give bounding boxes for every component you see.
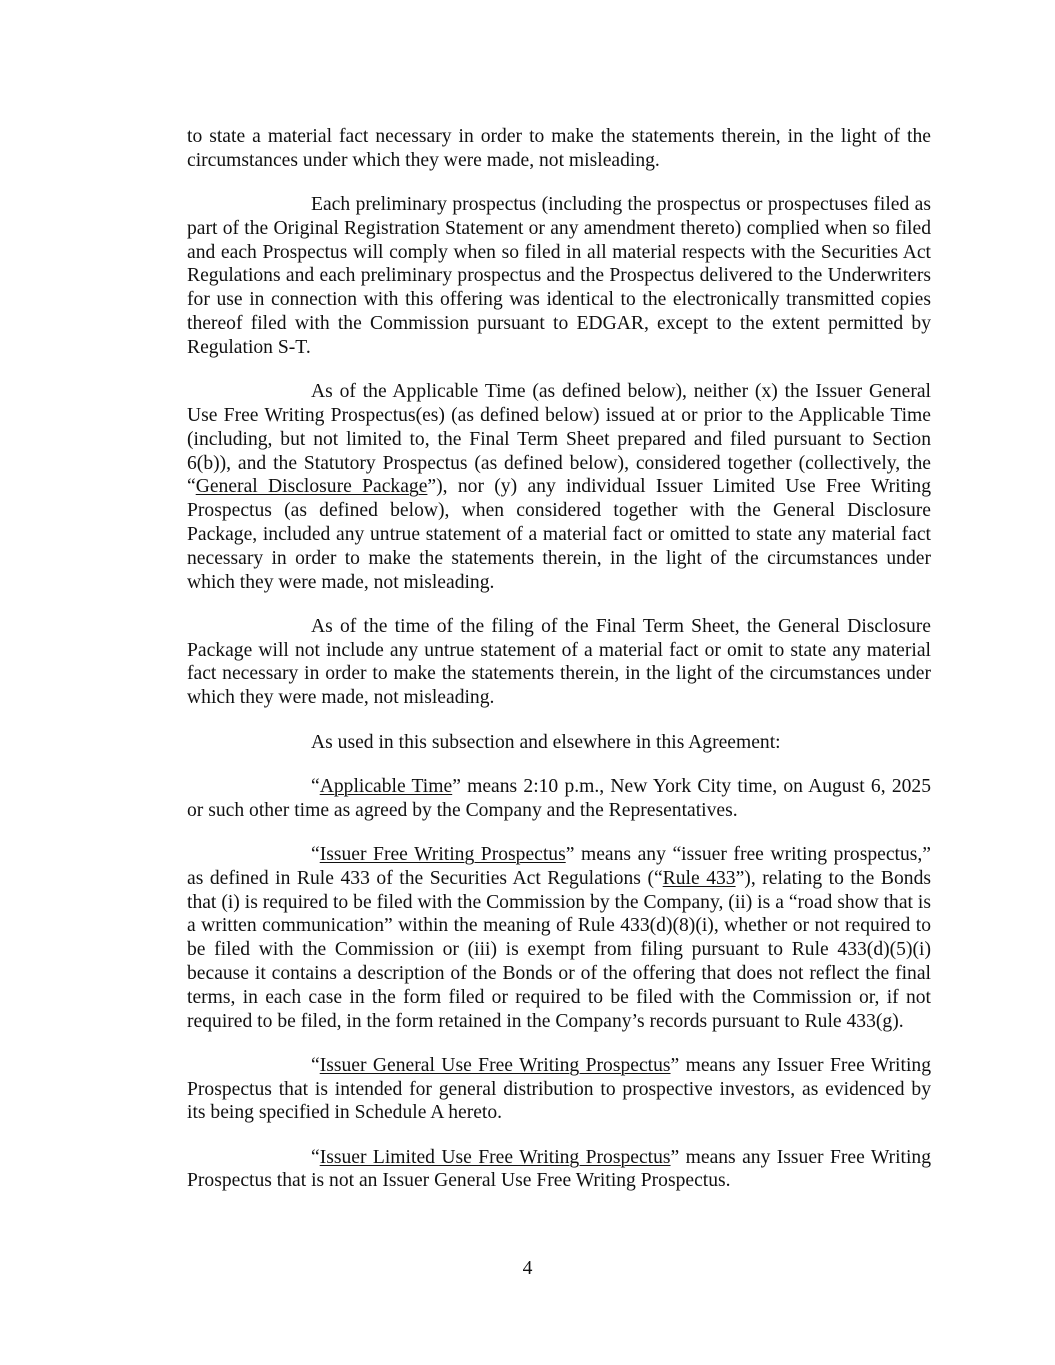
paragraph-text: ” means any Issuer Free Writing Prospectus that is intended for general distribution to prospective investors, as evidenced by its being specified in Schedule A hereto. xyxy=(187,1054,931,1124)
defined-term-issuer-free-writing-prospectus: Issuer Free Writing Prospectus xyxy=(319,843,566,865)
paragraph-text: ” means 2:10 p.m., New York City time, on August 6, 2025 or such other time as agreed by the Company and the Representatives. xyxy=(187,775,932,821)
paragraph-text: ”), relating to the Bonds that (i) is required to be filed with the Commission by the Company, (ii) is a “road show that is a written communication” within the meaning of Rule 433(d)(8)(i), whether or not required to be filed with the Commission or (iii) is exempt from filing pursuant to Rule 433(d)(5)(i) because it contains a description of the Bonds or of the offering that does not reflect the final terms, in each case in the form filed or required to be filed with the Commission or, if not required to be filed, in the form retained in the Company’s records pursuant to Rule 433(g). xyxy=(187,867,931,1032)
defined-term-issuer-limited-use-fwp: Issuer Limited Use Free Writing Prospectus xyxy=(319,1146,671,1168)
paragraph-text: “ xyxy=(311,1054,320,1076)
definition-issuer-limited-use-fwp xyxy=(187,1146,931,1194)
paragraph-preliminary-prospectus: Each preliminary prospectus (including the prospectus or prospectuses filed as part of the Original Registration Statement or any amendment thereto) complied when so filed and each Prospectus will comply when so filed in all material respects with the Securities Act Regulations and each preliminary prospectus and the Prospectus delivered to the Underwriters for use in connection with this offering was identical to the electronically transmitted copies thereof filed with the Commission pursuant to EDGAR, except to the extent permitted by Regulation S-T. xyxy=(187,194,931,358)
defined-term-issuer-general-use-fwp: Issuer General Use Free Writing Prospectus xyxy=(319,1054,671,1076)
paragraph-as-used: As used in this subsection and elsewhere in this Agreement: xyxy=(311,731,781,753)
page-number: 4 xyxy=(522,1258,533,1279)
paragraph-applicable-time-disclosure xyxy=(187,380,931,594)
definition-applicable-time xyxy=(187,775,931,823)
paragraph-text: As of the Applicable Time (as defined below), neither (x) the Issuer General Use Free Writing Prospectus(es) (as defined below) issued at or prior to the Applicable Time (including, but not limited to, the Final Term Sheet prepared and filed pursuant to Section 6(b)), and the Statutory Prospectus (as defined below), considered together (collectively, the “ xyxy=(187,381,931,498)
paragraph-text: ” means any “issuer free writing prospectus,” as defined in Rule 433 of the Securities Act Regulations (“ xyxy=(187,843,931,889)
paragraph-text: “ xyxy=(311,775,320,797)
paragraph-text: ” means any Issuer Free Writing Prospectus that is not an Issuer General Use Free Writing Prospectus. xyxy=(187,1146,931,1192)
defined-term-rule-433: Rule 433 xyxy=(662,867,736,889)
paragraph-continuation: to state a material fact necessary in order to make the statements therein, in the light of the circumstances under which they were made, not misleading. xyxy=(187,126,931,171)
paragraph-text: “ xyxy=(311,1146,320,1168)
paragraph-text: “ xyxy=(311,843,320,865)
defined-term-applicable-time: Applicable Time xyxy=(319,775,453,797)
paragraph-final-term-sheet: As of the time of the filing of the Final Term Sheet, the General Disclosure Package will not include any untrue statement of a material fact or omit to state any material fact necessary in order to make the statements therein, in the light of the circumstances under which they were made, not misleading. xyxy=(187,615,931,709)
document-page xyxy=(187,125,931,1214)
defined-term-general-disclosure-package: General Disclosure Package xyxy=(195,476,428,498)
definition-issuer-general-use-fwp xyxy=(187,1054,931,1125)
paragraph-text: ”), nor (y) any individual Issuer Limited Use Free Writing Prospectus (as defined below), when considered together with the General Disclosure Package, included any untrue statement of a material fact or omitted to state any material fact necessary in order to make the statements therein, in the light of the circumstances under which they were made, not misleading. xyxy=(187,476,931,593)
definition-issuer-free-writing-prospectus xyxy=(187,843,931,1033)
